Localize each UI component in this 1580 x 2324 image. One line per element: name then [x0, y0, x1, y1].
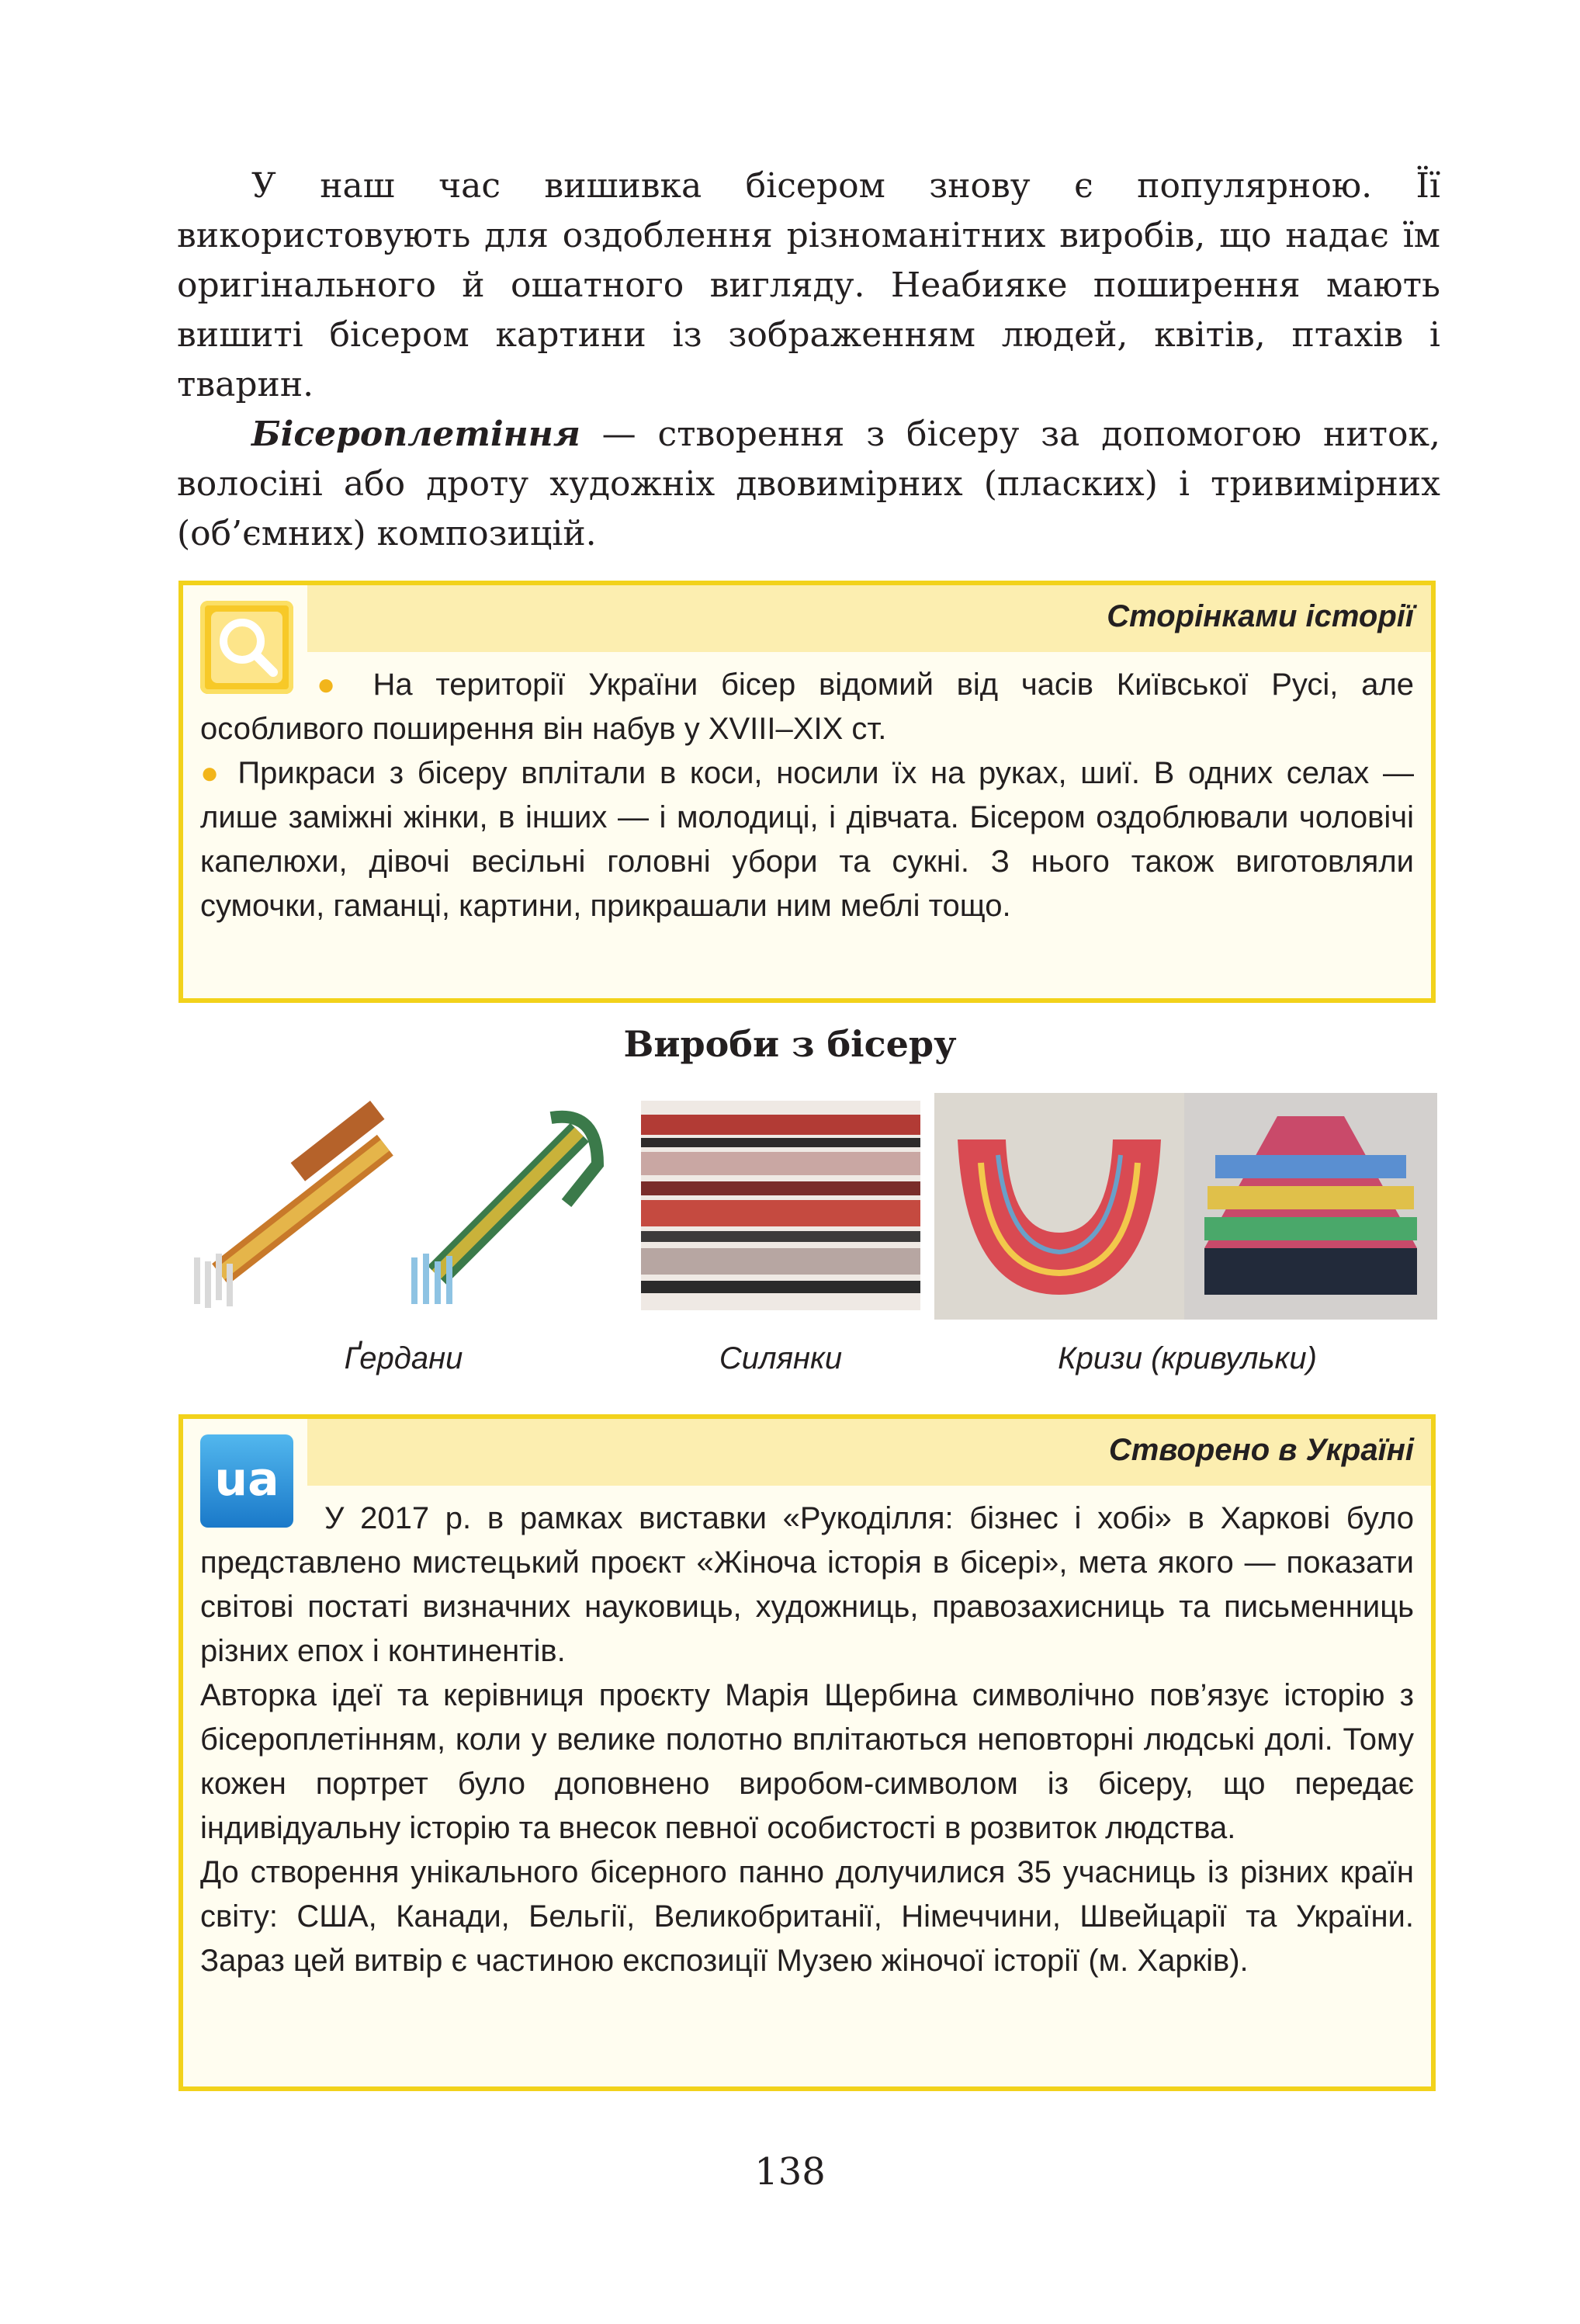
intro-paragraph-1: У наш час вишивка бісером знову є популярною. Її використовують для оздоблення різноманітних виробів, що надає їм оригінального й ошатного вигляду. Неабияке поширення мають вишиті бісером картини із зображенням людей, квітів, птахів і тварин. — [177, 166, 1440, 404]
ukraine-paragraph-1: У 2017 р. в рамках виставки «Рукоділля: бізнес і хобі» в Харкові було представлено мистецький проєкт «Жіноча історія в бісері», мета якого — показати світові постаті визначних науковиць, художниць, правозахисниць та письменниць різних епох і континентів. — [200, 1501, 1414, 1668]
history-box-body — [200, 663, 1414, 928]
caption-kryzy: Кризи (кривульки) — [1058, 1341, 1317, 1375]
ua-icon: ua — [200, 1434, 293, 1528]
page-number: 138 — [754, 2150, 826, 2194]
ukraine-box-title: Створено в Україні — [1108, 1433, 1414, 1467]
bullet-icon: ● — [200, 756, 224, 790]
kryzy-photo-1 — [934, 1093, 1184, 1320]
history-box-title: Сторінками історії — [1107, 599, 1414, 633]
ukraine-box — [178, 1414, 1436, 2091]
ukraine-box-body — [200, 1497, 1414, 1983]
kryzy-photo-2 — [1184, 1093, 1437, 1320]
history-bullet-1 — [200, 663, 1414, 751]
gerdany-photo — [178, 1087, 621, 1320]
history-bullet-2 — [200, 751, 1414, 928]
ukraine-paragraph-3: До створення унікального бісерного панно долучилися 35 учасниць із різних країн світу: США, Канади, Бельгії, Великобританії, Німеччини, Швейцарії та України. Зараз цей витвір є частиною експозиції Музею жіночої історії (м. Харків). — [200, 1855, 1414, 1978]
ukraine-box-header — [307, 1419, 1431, 1486]
caption-gerdany: Ґердани — [344, 1341, 463, 1375]
gallery-title: Вироби з бісеру — [623, 1023, 957, 1065]
term-definition: — створення з бісеру за допомогою ниток, волосіні або дроту художніх двовимірних (пласких) і тривимірних (об’ємних) композицій. — [177, 415, 1440, 553]
intro-text — [177, 161, 1440, 559]
term-beadweaving: Бісероплетіння — [251, 415, 580, 454]
history-bullet-2-text: Прикраси з бісеру вплітали в коси, носили їх на руках, шиї. В одних селах — лише заміжні жінки, в інших — і молодиці, і дівчата. Бісером оздоблювали чоловічі капелюхи, дівочі весільні головні убори та сукні. З нього також виготовляли сумочки, гаманці, картини, прикрашали ним меблі тощо. — [200, 756, 1414, 923]
sylianky-photo — [641, 1101, 920, 1310]
bullet-icon: ● — [317, 668, 350, 702]
history-bullet-1-text: На території України бісер відомий від часів Київської Русі, але особливого поширення він набув у XVIII–XIX ст. — [200, 668, 1414, 746]
history-box — [178, 581, 1436, 1003]
caption-sylianky: Силянки — [719, 1341, 843, 1375]
intro-paragraph-2 — [177, 410, 1440, 559]
history-box-header — [307, 585, 1431, 652]
ukraine-paragraph-2: Авторка ідеї та керівниця проєкту Марія Щербина символічно пов’язує історію з бісероплетінням, коли у велике полотно вплітаються неповторні людські долі. Тому кожен портрет було доповнено виробом-символом із бісеру, що передає індивідуальну історію та внесок певної особистості в розвиток людства. — [200, 1678, 1414, 1845]
